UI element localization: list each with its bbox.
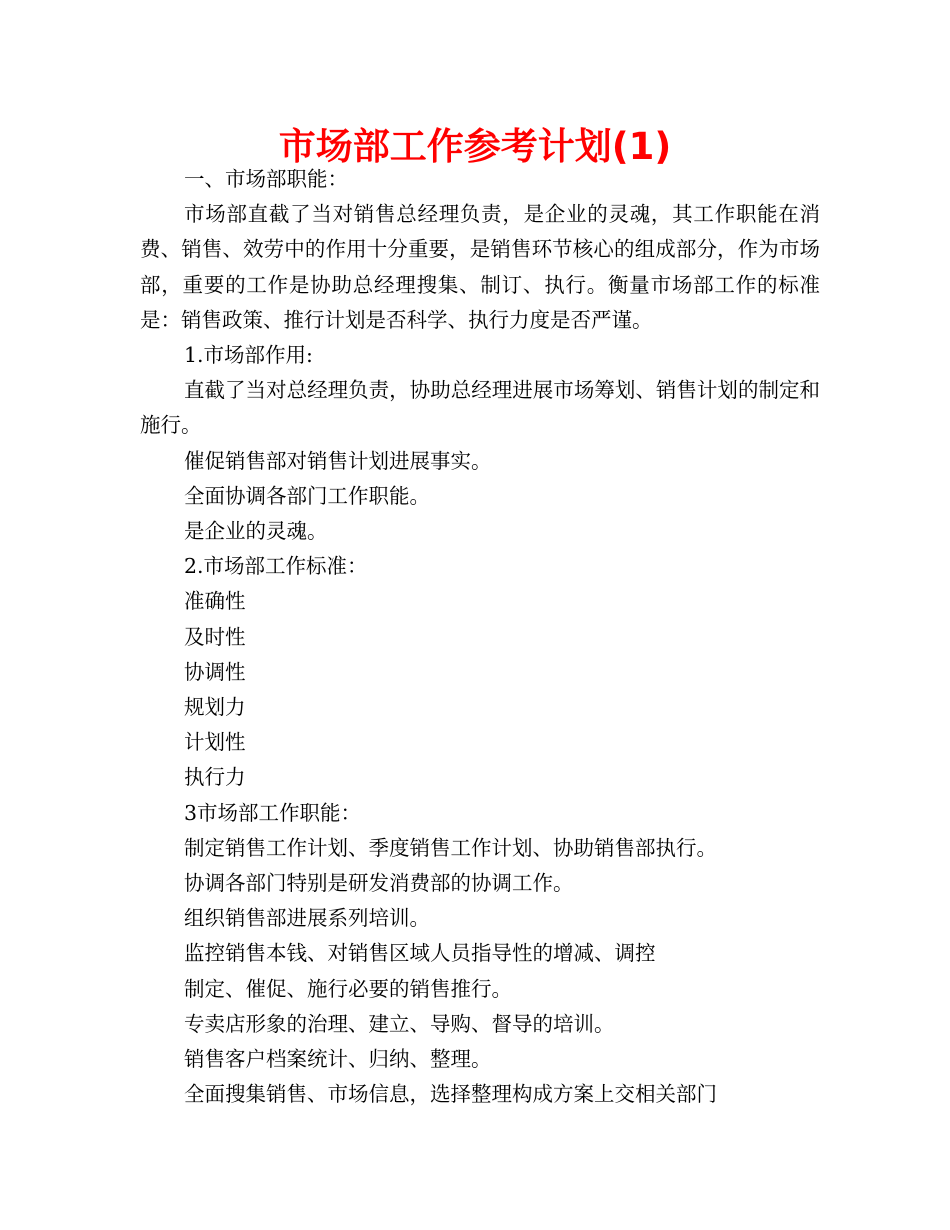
list-item: 制定销售工作计划、季度销售工作计划、协助销售部执行。: [184, 835, 717, 860]
subsection-heading-role: 1.市场部作用:: [184, 343, 313, 368]
paragraph-role: 直截了当对总经理负责，协助总经理进展市场筹划、销售计划的制定和施行。: [140, 378, 820, 438]
list-item: 全面协调各部门工作职能。: [184, 483, 430, 508]
list-item: 协调性: [184, 659, 246, 684]
list-item: 及时性: [184, 624, 246, 649]
list-item: 催促销售部对销售计划进展事实。: [184, 448, 492, 473]
list-item: 制定、催促、施行必要的销售推行。: [184, 976, 512, 1001]
list-item: 是企业的灵魂。: [184, 519, 328, 544]
list-item: 计划性: [184, 730, 246, 755]
list-item: 销售客户档案统计、归纳、整理。: [184, 1047, 492, 1072]
document-body: [140, 162, 820, 1112]
subsection-heading-standards: 2.市场部工作标准：: [184, 554, 368, 579]
list-item: 全面搜集销售、市场信息，选择整理构成方案上交相关部门: [184, 1082, 717, 1107]
document-title: 市场部工作参考计划(1): [278, 125, 672, 168]
list-item: 规划力: [184, 695, 246, 720]
list-item: 组织销售部进展系列培训。: [184, 906, 430, 931]
list-item: 专卖店形象的治理、建立、导购、督导的培训。: [184, 1011, 615, 1036]
list-item: 协调各部门特别是研发消费部的协调工作。: [184, 871, 574, 896]
list-item: 执行力: [184, 765, 246, 790]
paragraph-overview: 市场部直截了当对销售总经理负责，是企业的灵魂，其工作职能在消费、销售、效劳中的作用十分重要，是销售环节核心的组成部分，作为市场部，重要的工作是协助总经理搜集、制订、执行。衡量市场部工作的标准是：销售政策、推行计划是否科学、执行力度是否严谨。: [140, 202, 820, 332]
subsection-heading-duties: 3市场部工作职能：: [184, 800, 362, 825]
section-heading-functions: 一、市场部职能：: [184, 167, 348, 191]
list-item: 准确性: [184, 589, 246, 614]
list-item: 监控销售本钱、对销售区域人员指导性的增减、调控: [184, 941, 656, 966]
